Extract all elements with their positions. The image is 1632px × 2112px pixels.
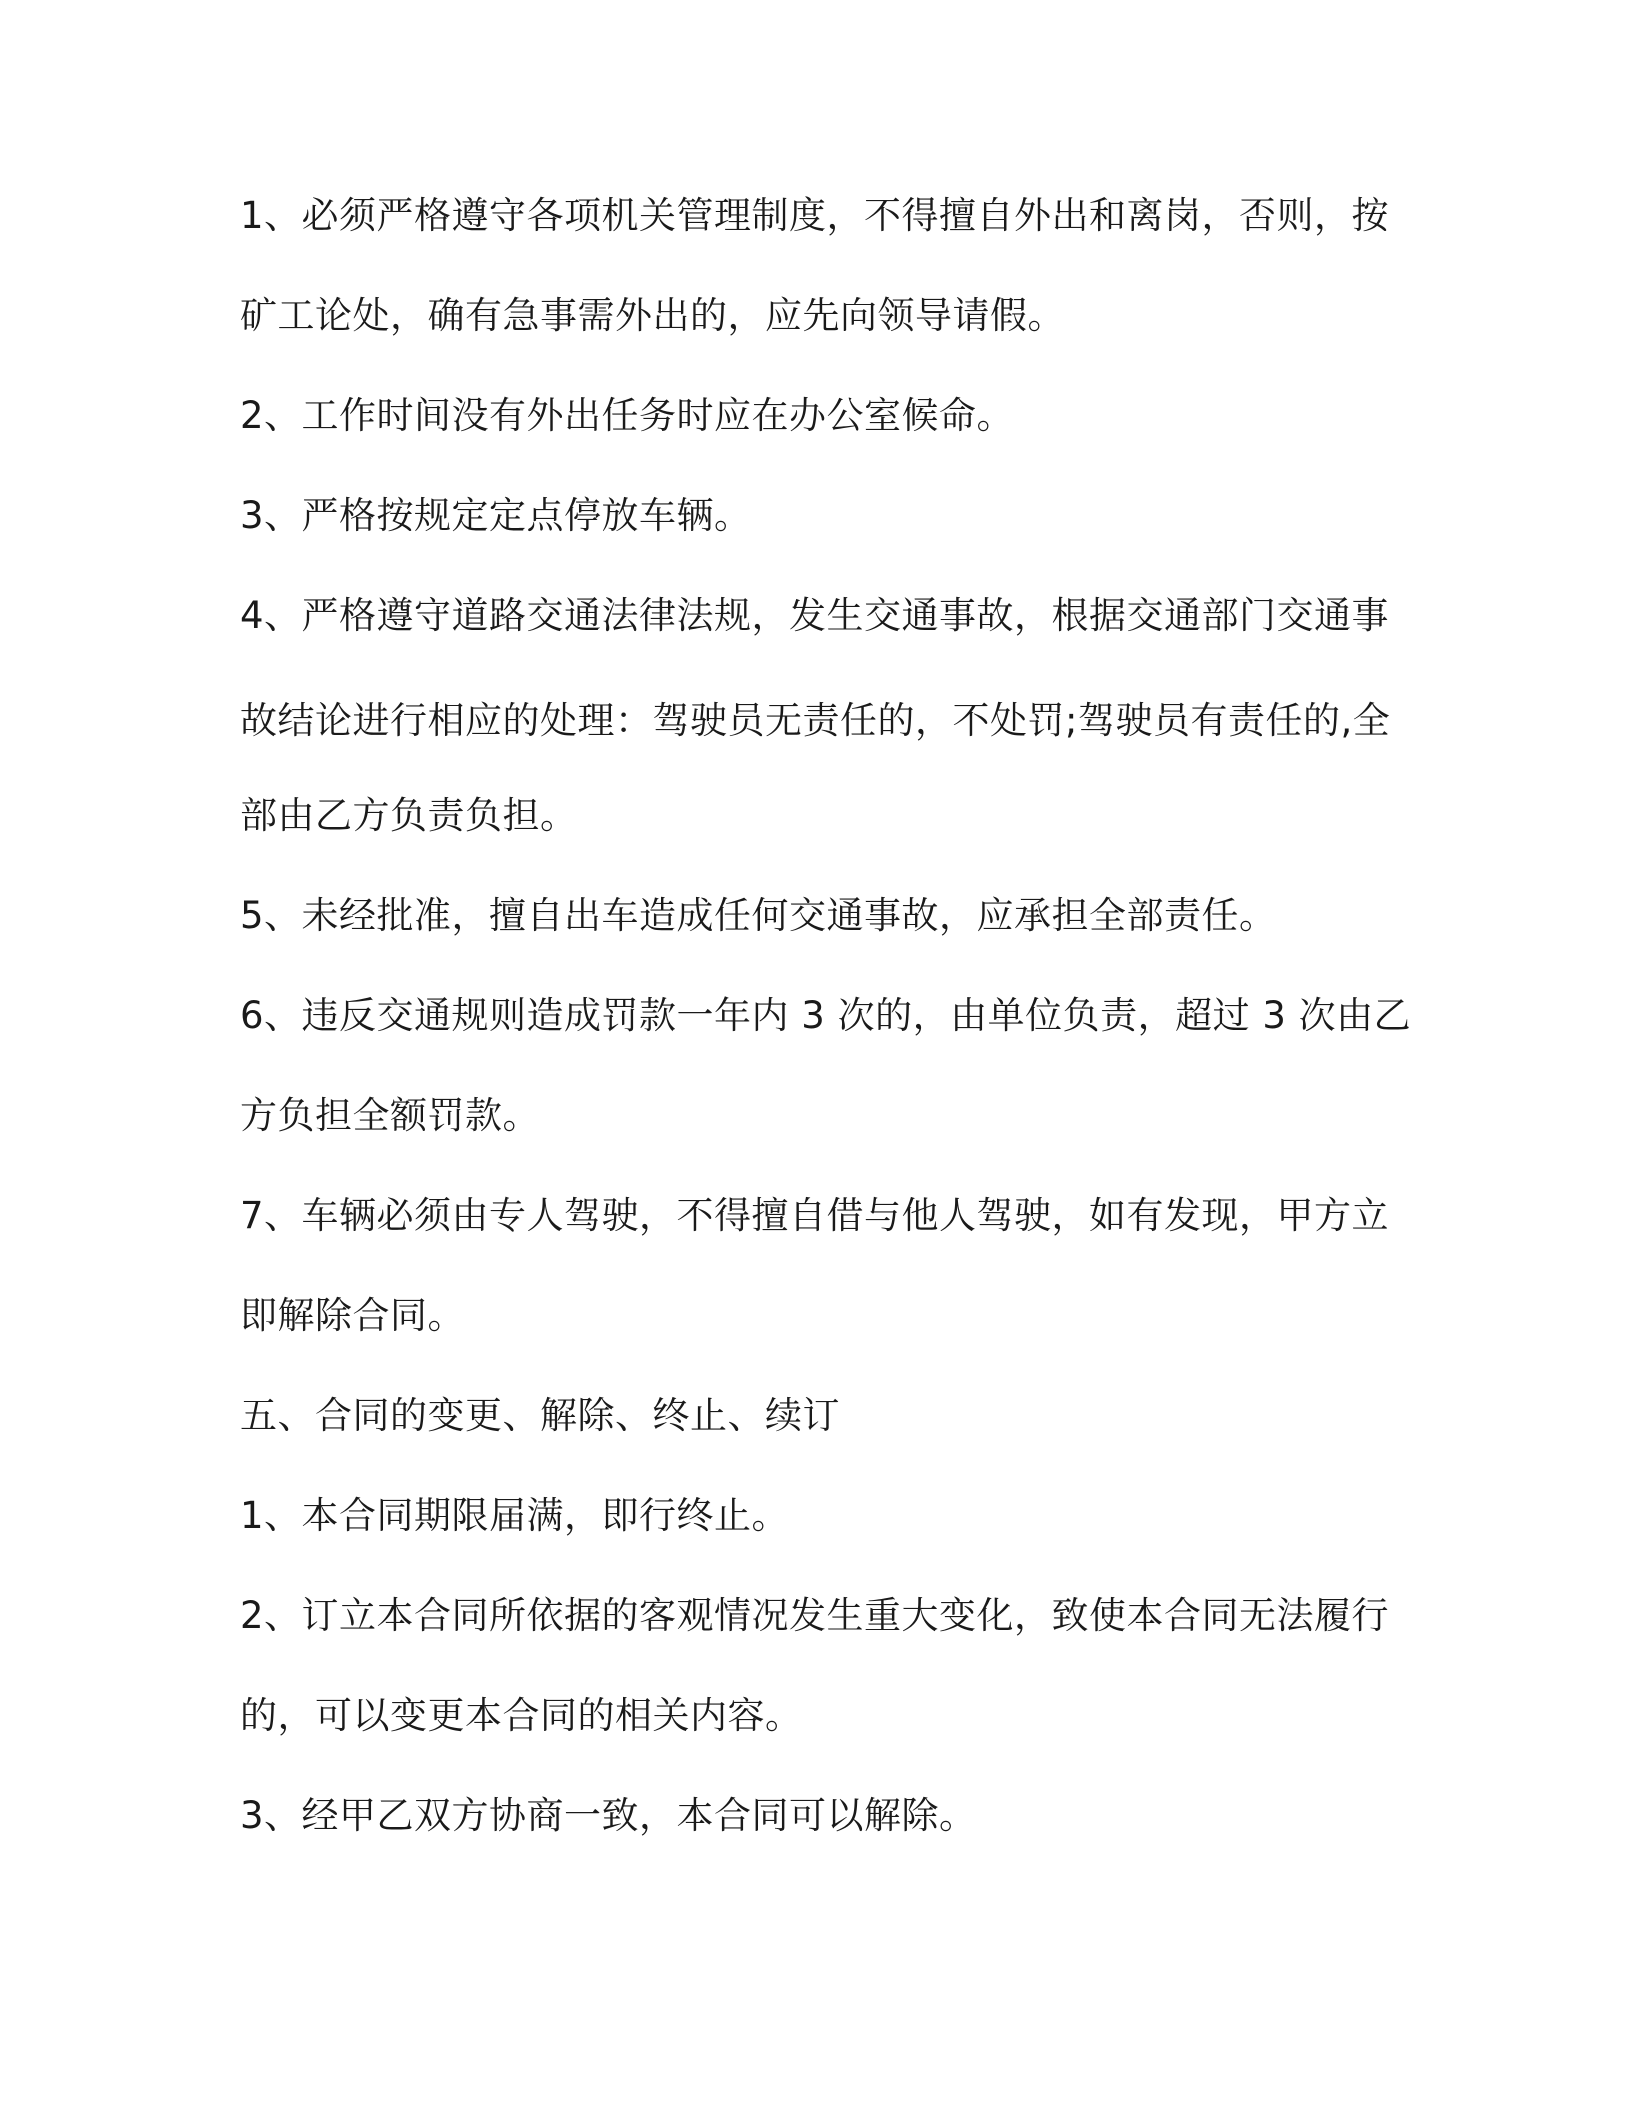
clause-text-line: 2、工作时间没有外出任务时应在办公室候命。	[240, 394, 1015, 437]
clause-text-line: 方负担全额罚款。	[240, 1094, 540, 1137]
clause-text-line: 1、本合同期限届满，即行终止。	[240, 1494, 790, 1537]
clause-text-line: 矿工论处，确有急事需外出的，应先向领导请假。	[240, 294, 1065, 337]
clause-text-line: 的，可以变更本合同的相关内容。	[240, 1694, 803, 1737]
clause-text-line: 7、车辆必须由专人驾驶，不得擅自借与他人驾驶，如有发现，甲方立	[240, 1194, 1390, 1237]
clause-text-line: 即解除合同。	[240, 1294, 465, 1337]
clause-text-line: 5、未经批准，擅自出车造成任何交通事故，应承担全部责任。	[240, 894, 1277, 937]
clause-text-line: 6、违反交通规则造成罚款一年内 3 次的，由单位负责，超过 3 次由乙	[240, 994, 1412, 1037]
clause-text-line: 1、必须严格遵守各项机关管理制度，不得擅自外出和离岗，否则，按	[240, 194, 1390, 237]
clause-text-line: 3、经甲乙双方协商一致，本合同可以解除。	[240, 1794, 977, 1837]
section-heading: 五、合同的变更、解除、终止、续订	[240, 1394, 840, 1437]
clause-text-line: 2、订立本合同所依据的客观情况发生重大变化，致使本合同无法履行	[240, 1594, 1390, 1637]
clause-text-line: 3、严格按规定定点停放车辆。	[240, 494, 752, 537]
clause-text-line: 4、严格遵守道路交通法律法规，发生交通事故，根据交通部门交通事	[240, 594, 1390, 637]
clause-text-line: 故结论进行相应的处理：驾驶员无责任的，不处罚;驾驶员有责任的,全	[240, 699, 1391, 742]
clause-text-line: 部由乙方负责负担。	[240, 794, 578, 837]
